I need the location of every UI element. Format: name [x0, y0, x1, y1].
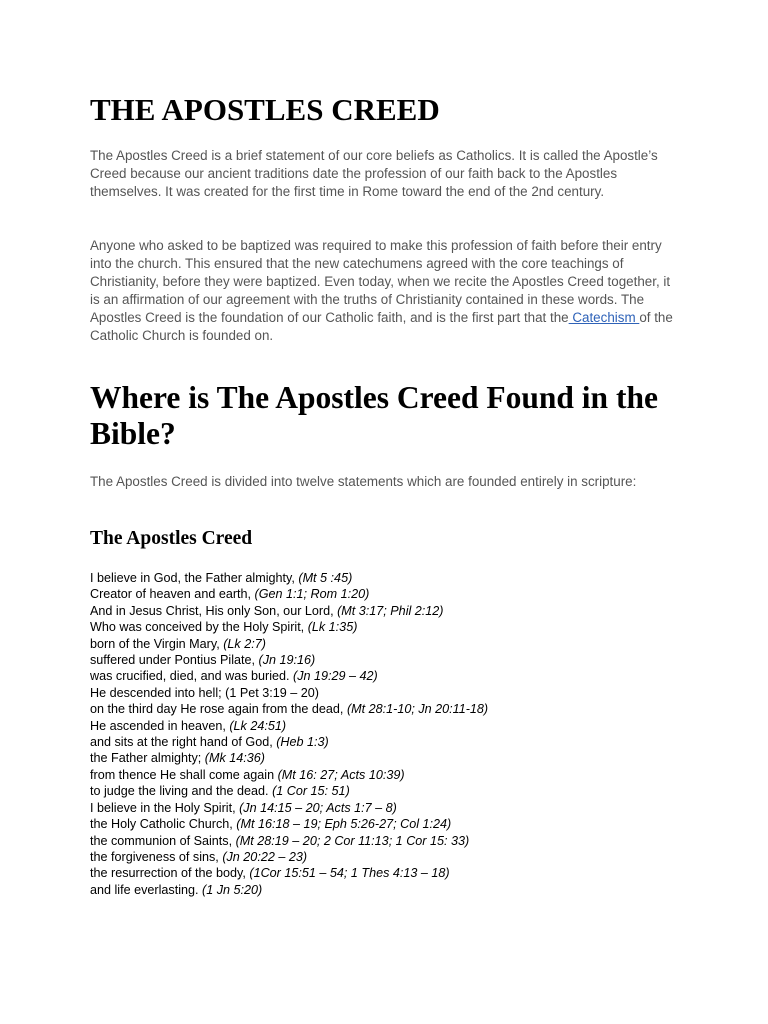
- creed-line: [90, 636, 680, 652]
- scripture-reference: (Gen 1:1; Rom 1:20): [254, 587, 370, 602]
- creed-line: [90, 718, 680, 734]
- scripture-reference: (Mt 5 :45): [298, 571, 353, 585]
- creed-line-text: Who was conceived by the Holy Spirit,: [90, 620, 308, 635]
- intro-paragraph-2: [90, 237, 680, 345]
- scripture-reference: (Mt 28:19 – 20; 2 Cor 11:13; 1 Cor 15: 33): [235, 833, 470, 848]
- scripture-reference: (Lk 2:7): [223, 636, 266, 651]
- creed-line-text: I believe in God, the Father almighty,: [90, 571, 299, 585]
- creed-line-text: the Holy Catholic Church,: [90, 817, 237, 832]
- creed-line-text: suffered under Pontius Pilate,: [90, 653, 259, 668]
- creed-line: [90, 701, 680, 717]
- scripture-reference: (Heb 1:3): [276, 735, 329, 750]
- creed-line: [90, 800, 680, 816]
- creed-line: [90, 668, 680, 684]
- creed-line-text: and sits at the right hand of God,: [90, 735, 277, 750]
- creed-line: [90, 767, 680, 783]
- scripture-reference: (1 Jn 5:20): [202, 882, 263, 897]
- scripture-reference: (Mt 16: 27; Acts 10:39): [277, 767, 405, 782]
- creed-line-text: the resurrection of the body,: [90, 866, 250, 881]
- page-title: THE APOSTLES CREED: [90, 92, 440, 127]
- creed-line-text: He ascended in heaven,: [90, 718, 230, 733]
- scripture-reference: (Mt 28:1-10; Jn 20:11-18): [346, 702, 489, 717]
- creed-line: [90, 750, 680, 766]
- creed-line: [90, 570, 680, 586]
- scripture-reference: (Lk 1:35): [307, 620, 358, 635]
- creed-list: [90, 570, 680, 898]
- creed-line-text: Creator of heaven and earth,: [90, 587, 255, 602]
- scripture-reference: (Mt 16:18 – 19; Eph 5:26-27; Col 1:24): [236, 817, 452, 832]
- creed-line-text: the Father almighty;: [90, 751, 205, 766]
- creed-line-text: from thence He shall come again: [90, 767, 278, 782]
- scripture-reference: (Mt 3:17; Phil 2:12): [337, 603, 444, 618]
- creed-line: [90, 586, 680, 602]
- scripture-reference: (Jn 20:22 – 23): [222, 849, 308, 864]
- creed-line-text: the forgiveness of sins,: [90, 849, 223, 864]
- scripture-reference: (Jn 19:29 – 42): [293, 669, 378, 684]
- section-heading: Where is The Apostles Creed Found in the Bible?: [90, 380, 658, 451]
- intro-paragraph-2-text-after: of the Catholic Church is founded on.: [90, 310, 673, 343]
- scripture-reference: (1Cor 15:51 – 54; 1 Thes 4:13 – 18): [249, 866, 450, 881]
- creed-line: [90, 603, 680, 619]
- creed-line: [90, 865, 680, 881]
- creed-line: [90, 833, 680, 849]
- scripture-reference: (Jn 19:16): [258, 653, 316, 668]
- creed-line: [90, 619, 680, 635]
- scripture-reference: (1 Cor 15: 51): [272, 784, 350, 799]
- intro-paragraph-1: The Apostles Creed is a brief statement of our core beliefs as Catholics. It is called the Apostle’s Creed because our ancient traditions date the profession of our faith back to the Apostles themselves. It was created for the first time in Rome toward the end of the 2nd century.: [90, 148, 658, 199]
- creed-line-text: born of the Virgin Mary,: [90, 636, 224, 651]
- scripture-reference: (Jn 14:15 – 20; Acts 1:7 – 8): [239, 800, 397, 815]
- creed-line: [90, 685, 680, 701]
- scripture-reference: (Mk 14:36): [204, 751, 265, 766]
- creed-line-text: I believe in the Holy Spirit,: [90, 800, 240, 815]
- creed-line-text: to judge the living and the dead.: [90, 784, 273, 799]
- creed-line-text: and life everlasting.: [90, 882, 203, 897]
- section-intro-text: The Apostles Creed is divided into twelve statements which are founded entirely in scripture:: [90, 474, 637, 489]
- creed-line: [90, 816, 680, 832]
- creed-line: [90, 783, 680, 799]
- catechism-link[interactable]: Catechism: [568, 310, 640, 325]
- creed-line-text: And in Jesus Christ, His only Son, our Lord,: [90, 603, 338, 618]
- creed-line: [90, 849, 680, 865]
- creed-line: [90, 882, 680, 898]
- creed-line: [90, 652, 680, 668]
- creed-line-text: on the third day He rose again from the dead,: [90, 702, 347, 717]
- creed-line-text: He descended into hell; (1 Pet 3:19 – 20): [90, 685, 319, 700]
- creed-line-text: the communion of Saints,: [90, 833, 236, 848]
- creed-subheading: The Apostles Creed: [90, 528, 253, 549]
- scripture-reference: (Lk 24:51): [229, 718, 287, 733]
- creed-line: [90, 734, 680, 750]
- intro-paragraph-2-text-before: Anyone who asked to be baptized was required to make this profession of faith before their entry into the church. This ensured that the new catechumens agreed with the core teachings of Christianity, before they were baptized. Even today, when we recite the Apostles Creed together, it is an affirmation of our agreement with the truths of Christianity contained in these words. The Apostles Creed is the foundation of our Catholic faith, and is the first part that the: [90, 238, 671, 325]
- creed-line-text: was crucified, died, and was buried.: [90, 669, 294, 684]
